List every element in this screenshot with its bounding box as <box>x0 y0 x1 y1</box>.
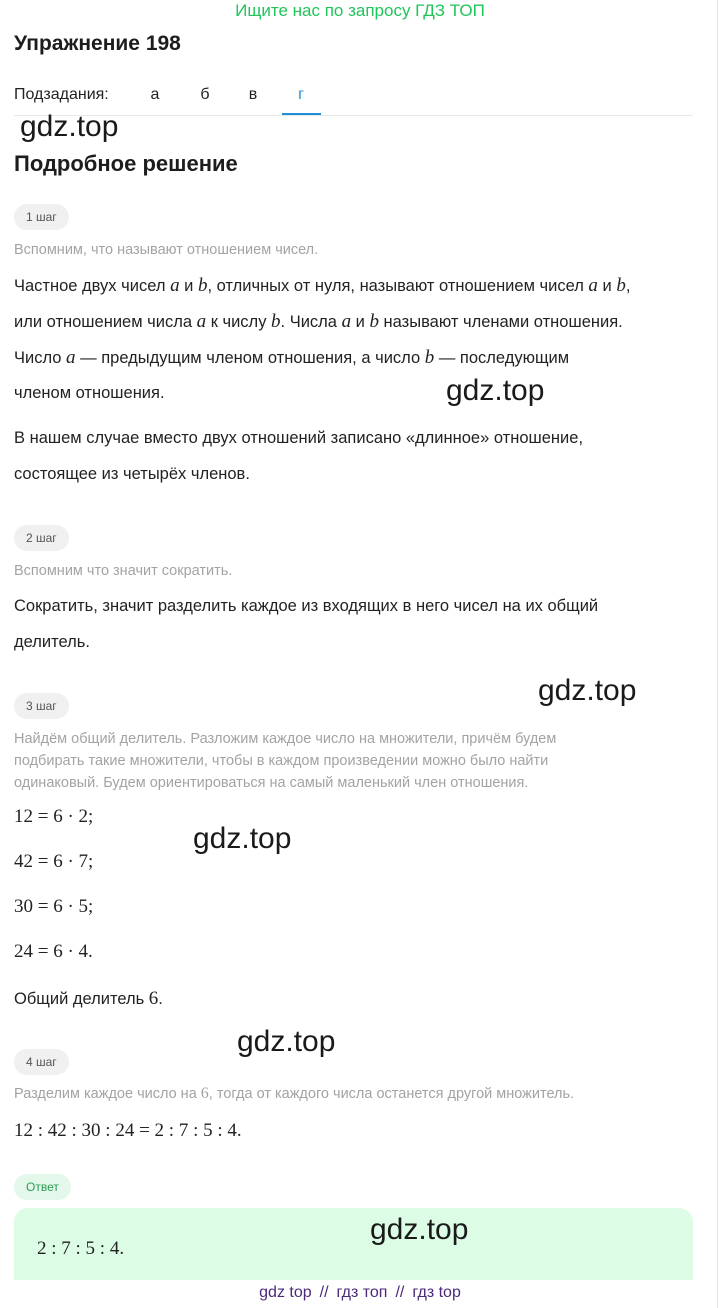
watermark: gdz.top <box>193 822 292 855</box>
watermark: gdz.top <box>446 374 545 407</box>
step-1-line-5: В нашем случае вместо двух отношений записано «длинное» отношение, <box>14 429 584 447</box>
promo-banner[interactable]: Ищите нас по запросу ГДЗ ТОП <box>235 1 485 20</box>
final-ratio-equation: 12 : 42 : 30 : 24 = 2 : 7 : 5 : 4. <box>14 1120 242 1141</box>
subtask-tab-b[interactable]: б <box>200 86 210 103</box>
subtask-tab-a[interactable]: а <box>150 86 160 103</box>
answer-chip: Ответ <box>14 1174 71 1200</box>
step-2-chip: 2 шаг <box>14 525 69 551</box>
step-3-hint-3: одинаковый. Будем ориентироваться на самый маленький член отношения. <box>14 775 529 791</box>
equation-42: 42 = 6 · 7; <box>14 851 94 872</box>
equation-12: 12 = 6 · 2; <box>14 806 94 827</box>
equation-24: 24 = 6 · 4. <box>14 941 93 962</box>
active-tab-indicator <box>282 113 321 115</box>
footer-link-2[interactable]: гдз топ <box>336 1284 388 1301</box>
step-1-line-2: или отношением числа a к числу b. Числа a и b называют членами отношения. <box>14 311 623 332</box>
step-4-hint: Разделим каждое число на 6, тогда от каждого числа останется другой множитель. <box>14 1085 575 1102</box>
exercise-title: Упражнение 198 <box>14 32 181 55</box>
footer-link-1[interactable]: gdz top <box>259 1284 312 1301</box>
subtask-tab-g[interactable]: г <box>298 86 304 103</box>
step-3-hint-2: подбирать такие множители, чтобы в каждом произведении можно было найти <box>14 753 549 769</box>
step-1-line-3: Число a — предыдущим членом отношения, а число b — последующим <box>14 347 570 368</box>
step-1-line-6: состоящее из четырёх членов. <box>14 465 250 483</box>
step-3-chip: 3 шаг <box>14 693 69 719</box>
subtasks-label: Подзадания: <box>14 86 109 103</box>
watermark: gdz.top <box>20 110 119 143</box>
watermark: gdz.top <box>370 1213 469 1246</box>
footer-link-3[interactable]: гдз top <box>412 1284 461 1301</box>
step-1-line-4: членом отношения. <box>14 384 165 402</box>
step-1-hint: Вспомним, что называют отношением чисел. <box>14 242 319 258</box>
subtask-tab-v[interactable]: в <box>248 86 258 103</box>
step-4-chip: 4 шаг <box>14 1049 69 1075</box>
step-2-line-1: Сократить, значит разделить каждое из входящих в него чисел на их общий <box>14 597 599 615</box>
section-title: Подробное решение <box>14 151 238 176</box>
footer-links <box>0 1284 720 1302</box>
step-2-line-2: делитель. <box>14 633 90 651</box>
step-3-hint-1: Найдём общий делитель. Разложим каждое число на множители, причём будем <box>14 731 557 747</box>
footer-separator: // <box>319 1284 329 1301</box>
step-1-line-1: Частное двух чисел a и b, отличных от нуля, называют отношением чисел a и b, <box>14 275 631 296</box>
footer-separator: // <box>395 1284 405 1301</box>
step-1-chip: 1 шаг <box>14 204 69 230</box>
watermark: gdz.top <box>237 1025 336 1058</box>
answer-value: 2 : 7 : 5 : 4. <box>37 1238 125 1259</box>
equation-30: 30 = 6 · 5; <box>14 896 94 917</box>
step-2-hint: Вспомним что значит сократить. <box>14 563 233 579</box>
watermark: gdz.top <box>538 674 637 707</box>
right-border <box>717 0 718 1308</box>
common-divisor-line: Общий делитель 6. <box>14 988 163 1009</box>
